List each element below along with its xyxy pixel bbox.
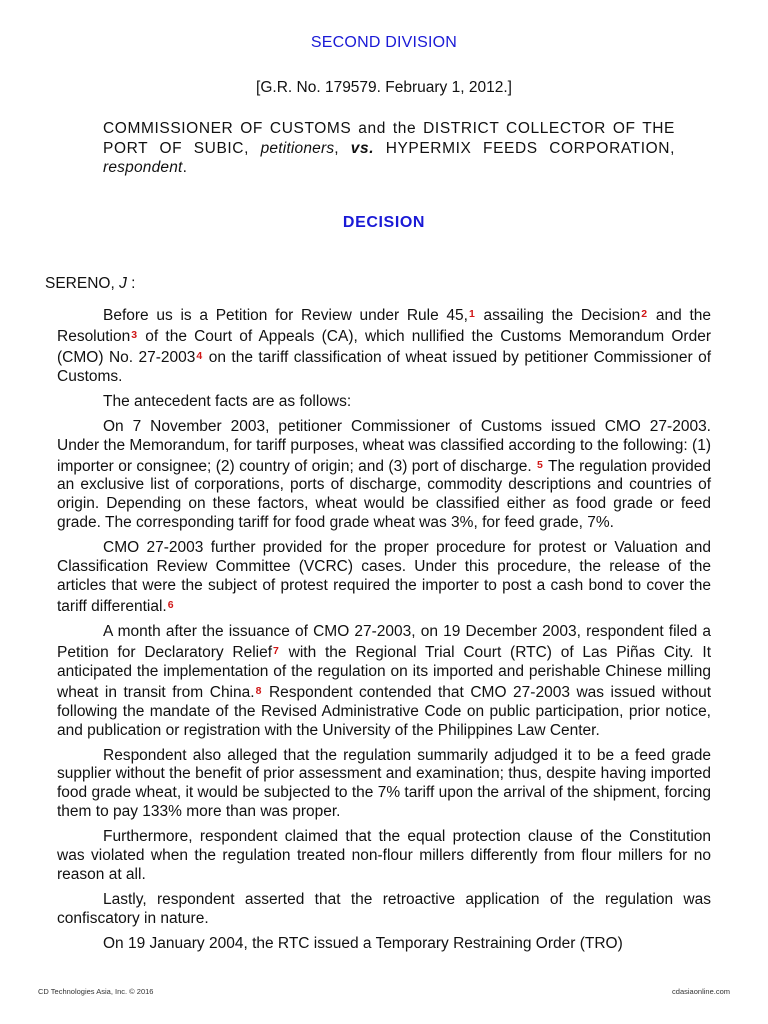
footnote-link-3[interactable]: 3: [131, 328, 138, 341]
paragraph-text: assailing the Decision: [483, 307, 641, 324]
paragraph-text: Before us is a Petition for Review under Rule 45,: [103, 307, 468, 324]
paragraph-7: Furthermore, respondent claimed that the equal protection clause of the Constitution was violated when the regulation treated non-flour millers differently from flour millers for no reason at all.: [57, 828, 711, 884]
paragraph-text: Respondent contended that CMO 27-2003 was issued without following the mandate of the Revised Administrative Code on public participation, prior notice, and publication or registration with the University of the Philippines Law Center.: [57, 683, 712, 739]
paragraph-text: A month after the issuance of CMO 27-2003, on 19 December 2003, respondent filed a Petition for Declaratory Relief: [57, 622, 711, 661]
ponente-name: SERENO,: [45, 275, 115, 292]
paragraph-text: with the Regional Trial Court (RTC) of Las Piñas City. It anticipated the implementation of the regulation on its imported and perishable Chinese milling wheat in transit from China.: [57, 643, 712, 701]
petitioners-names: COMMISSIONER OF CUSTOMS and the DISTRICT COLLECTOR OF THE PORT OF SUBIC,: [103, 120, 675, 157]
footnote-link-8[interactable]: 8: [255, 684, 262, 697]
paragraph-3: [57, 418, 711, 533]
footnote-link-2[interactable]: 2: [641, 308, 648, 320]
paragraph-text: CMO 27-2003 further provided for the proper procedure for protest or Valuation and Classification Review Committee (VCRC) cases. Under this procedure, the release of the articles that were the subject of protest required the importer to post a cash bond to cover the tariff differential.: [57, 539, 711, 615]
decision-title: DECISION: [342, 214, 426, 231]
paragraph-text: of the Court of Appeals (CA), which nullified the Customs Memorandum Order (CMO) No. 27-2003: [57, 327, 711, 366]
respondent-name: HYPERMIX FEEDS CORPORATION,: [385, 139, 675, 157]
paragraph-9: On 19 January 2004, the RTC issued a Temporary Restraining Order (TRO): [103, 934, 623, 952]
paragraph-4: [57, 539, 711, 617]
respondent-label: respondent: [103, 159, 183, 176]
footer-copyright: CD Technologies Asia, Inc. © 2016: [38, 987, 154, 996]
paragraph-6: Respondent also alleged that the regulation summarily adjudged it to be a feed grade supplier without the benefit of prior assessment and examination; thus, despite having imported food grade wheat, it would be subjected to the 7% tariff upon the arrival of the shipment, forcing them to pay 133% more than was proper.: [57, 746, 711, 821]
decision-body: [57, 305, 711, 960]
footnote-link-5[interactable]: 5: [537, 458, 543, 471]
division-heading: SECOND DIVISION: [310, 34, 458, 51]
gr-number: [G.R. No. 179579. February 1, 2012.]: [256, 79, 512, 96]
paragraph-text: on the tariff classification of wheat issued by petitioner Commissioner of Customs.: [57, 348, 711, 385]
case-caption: COMMISSIONER OF CUSTOMS and the DISTRICT COLLECTOR OF THE PORT OF SUBIC, petitioners, vs. HYPERMIX FEEDS CORPORATION, respondent.: [103, 120, 675, 176]
paragraph-8: Lastly, respondent asserted that the retroactive application of the regulation was confiscatory in nature.: [57, 891, 711, 927]
footnote-link-6[interactable]: 6: [167, 598, 174, 611]
versus-label: vs.: [350, 139, 375, 157]
petitioners-label: petitioners: [260, 139, 335, 157]
footnote-link-4[interactable]: 4: [196, 349, 203, 362]
footnote-link-7[interactable]: 7: [273, 644, 279, 657]
paragraph-text: The regulation provided an exclusive list of corporations, ports of discharge, commodity descriptions and countries of origin. Depending on these factors, wheat would be classified either as food grade or feed grade. The corresponding tariff for food grade wheat was 3%, for feed grade, 7%.: [57, 457, 712, 532]
paragraph-2: The antecedent facts are as follows:: [103, 392, 352, 410]
footer-site: cdasiaonline.com: [672, 987, 730, 996]
ponente: SERENO, J :: [45, 275, 136, 292]
ponente-title: J: [119, 275, 127, 292]
footnote-link-1[interactable]: 1: [468, 308, 475, 320]
paragraph-text: On 7 November 2003, petitioner Commissioner of Customs issued CMO 27-2003. Under the Memorandum, for tariff purposes, wheat was classified according to the following: (1) importer or consignee; (2) country of origin; and (3) port of discharge.: [57, 417, 711, 475]
paragraph-5: [57, 623, 711, 740]
paragraph-1: [57, 305, 711, 387]
paragraph-text: and the Resolution: [57, 307, 711, 345]
